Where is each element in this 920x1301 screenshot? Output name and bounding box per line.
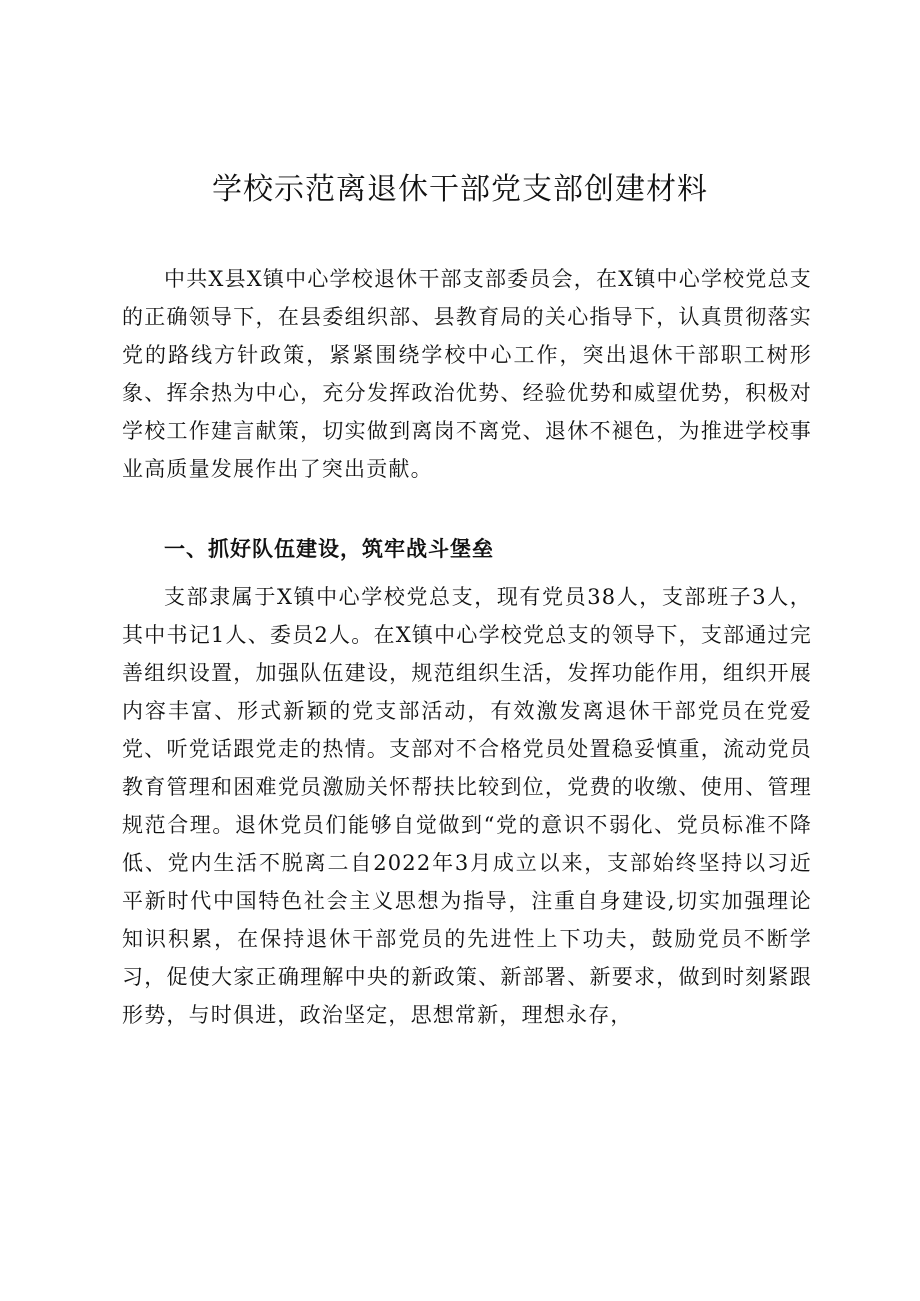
intro-paragraph: 中共X县X镇中心学校退休干部支部委员会，在X镇中心学校党总支的正确领导下，在县委组织部、县教育局的关心指导下，认真贯彻落实党的路线方针政策，紧紧围绕学校中心工作，突出退休干部职工树形象、挥余热为中心，充分发挥政治优势、经验优势和威望优势，积极对学校工作建言献策，切实做到离岗不离党、退休不褪色，为推进学校事业高质量发展作出了突出贡献。 <box>122 267 812 481</box>
section-heading: 一、抓好队伍建设，筑牢战斗堡垒 <box>164 537 494 561</box>
section-paragraph: 支部隶属于X镇中心学校党总支，现有党员38人，支部班子3人，其中书记1人、委员2人。在X镇中心学校党总支的领导下，支部通过完善组织设置，加强队伍建设，规范组织生活，发挥功能作用，组织开展内容丰富、形式新颖的党支部活动，有效激发离退休干部党员在党爱党、听党话跟党走的热情。支部对不合格党员处置稳妥慎重，流动党员教育管理和困难党员激励关怀帮扶比较到位，党费的收缴、使用、管理规范合理。退休党员们能够自觉做到“党的意识不弱化、党员标准不降低、党内生活不脱离二自2022年3月成立以来，支部始终坚持以习近平新时代中国特色社会主义思想为指导，注重自身建设,切实加强理论知识积累，在保持退休干部党员的先进性上下功夫，鼓励党员不断学习，促使大家正确理解中央的新政策、新部署、新要求，做到时刻紧跟形势，与时俱进，政治坚定，思想常新，理想永存， <box>122 585 812 1027</box>
document-title: 学校示范离退休干部党支部创建材料 <box>212 172 708 207</box>
